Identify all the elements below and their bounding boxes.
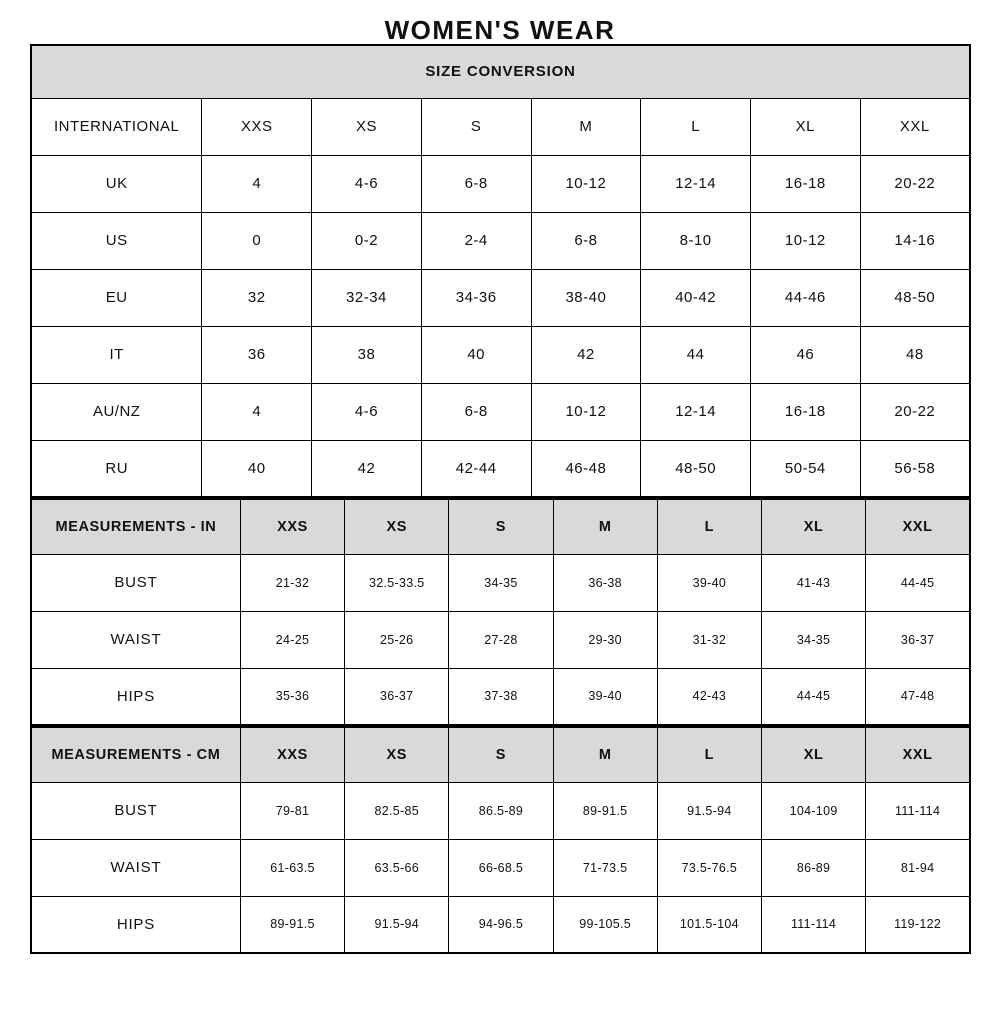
size-value-cell: 32-34 xyxy=(312,269,422,326)
column-header-xxl: XXL xyxy=(866,727,970,782)
table-row xyxy=(31,383,970,440)
measurement-value-cell: 63.5-66 xyxy=(345,839,449,896)
measurement-value-cell: 73.5-76.5 xyxy=(657,839,761,896)
size-value-cell: 4 xyxy=(202,383,312,440)
measurement-value-cell: 86-89 xyxy=(761,839,865,896)
measurement-value-cell: 24-25 xyxy=(240,611,344,668)
size-value-cell: 48 xyxy=(860,326,970,383)
row-label: HIPS xyxy=(31,668,240,725)
measurement-value-cell: 119-122 xyxy=(866,896,970,953)
measurement-value-cell: 39-40 xyxy=(553,668,657,725)
table-row xyxy=(31,98,970,155)
measurement-value-cell: 71-73.5 xyxy=(553,839,657,896)
size-value-cell: 10-12 xyxy=(750,212,860,269)
size-conversion-table xyxy=(30,44,971,498)
measurement-value-cell: 27-28 xyxy=(449,611,553,668)
column-header-xl: XL xyxy=(750,98,860,155)
size-conversion-title: SIZE CONVERSION xyxy=(31,45,970,98)
measurement-value-cell: 44-45 xyxy=(761,668,865,725)
size-value-cell: 4-6 xyxy=(312,155,422,212)
size-value-cell: 46 xyxy=(750,326,860,383)
row-label: RU xyxy=(31,440,202,497)
size-value-cell: 36 xyxy=(202,326,312,383)
column-header-xxs: XXS xyxy=(202,98,312,155)
size-value-cell: 16-18 xyxy=(750,383,860,440)
row-label: AU/NZ xyxy=(31,383,202,440)
size-value-cell: 12-14 xyxy=(641,155,751,212)
table-row xyxy=(31,611,970,668)
column-header-xxl: XXL xyxy=(866,499,970,554)
column-header-s: S xyxy=(421,98,531,155)
column-header-m: M xyxy=(531,98,641,155)
row-label: IT xyxy=(31,326,202,383)
measurement-value-cell: 37-38 xyxy=(449,668,553,725)
row-label: WAIST xyxy=(31,839,240,896)
measurement-value-cell: 79-81 xyxy=(240,782,344,839)
measurement-value-cell: 25-26 xyxy=(345,611,449,668)
column-header-l: L xyxy=(657,499,761,554)
table-row xyxy=(31,45,970,98)
size-value-cell: 20-22 xyxy=(860,155,970,212)
column-header-xl: XL xyxy=(761,727,865,782)
size-value-cell: 44 xyxy=(641,326,751,383)
size-value-cell: 38-40 xyxy=(531,269,641,326)
measurement-value-cell: 47-48 xyxy=(866,668,970,725)
size-value-cell: 16-18 xyxy=(750,155,860,212)
size-value-cell: 4-6 xyxy=(312,383,422,440)
column-header-xxs: XXS xyxy=(240,727,344,782)
size-value-cell: 42 xyxy=(531,326,641,383)
measurement-value-cell: 44-45 xyxy=(866,554,970,611)
size-value-cell: 10-12 xyxy=(531,383,641,440)
size-value-cell: 56-58 xyxy=(860,440,970,497)
size-value-cell: 14-16 xyxy=(860,212,970,269)
measurement-value-cell: 21-32 xyxy=(240,554,344,611)
column-header-international: INTERNATIONAL xyxy=(31,98,202,155)
table-row xyxy=(31,896,970,953)
measurements-in-table xyxy=(30,498,971,726)
page-title: WOMEN'S WEAR xyxy=(384,15,616,45)
measurement-value-cell: 66-68.5 xyxy=(449,839,553,896)
size-value-cell: 44-46 xyxy=(750,269,860,326)
size-value-cell: 0 xyxy=(202,212,312,269)
size-value-cell: 40 xyxy=(421,326,531,383)
size-value-cell: 42-44 xyxy=(421,440,531,497)
measurement-value-cell: 41-43 xyxy=(761,554,865,611)
measurement-value-cell: 82.5-85 xyxy=(345,782,449,839)
table-row xyxy=(31,326,970,383)
measurement-value-cell: 31-32 xyxy=(657,611,761,668)
column-header-m: M xyxy=(553,727,657,782)
measurement-value-cell: 36-37 xyxy=(345,668,449,725)
column-header-xs: XS xyxy=(312,98,422,155)
measurement-value-cell: 35-36 xyxy=(240,668,344,725)
measurement-value-cell: 29-30 xyxy=(553,611,657,668)
measurement-value-cell: 34-35 xyxy=(449,554,553,611)
measurement-value-cell: 89-91.5 xyxy=(240,896,344,953)
size-value-cell: 20-22 xyxy=(860,383,970,440)
size-value-cell: 46-48 xyxy=(531,440,641,497)
row-label: EU xyxy=(31,269,202,326)
measurement-value-cell: 32.5-33.5 xyxy=(345,554,449,611)
size-value-cell: 12-14 xyxy=(641,383,751,440)
measurement-value-cell: 99-105.5 xyxy=(553,896,657,953)
row-label: BUST xyxy=(31,782,240,839)
measurement-value-cell: 36-38 xyxy=(553,554,657,611)
measurement-value-cell: 101.5-104 xyxy=(657,896,761,953)
size-value-cell: 0-2 xyxy=(312,212,422,269)
row-label: WAIST xyxy=(31,611,240,668)
table-row xyxy=(31,155,970,212)
table-row xyxy=(31,782,970,839)
size-value-cell: 48-50 xyxy=(860,269,970,326)
size-value-cell: 6-8 xyxy=(421,383,531,440)
column-header-m: M xyxy=(553,499,657,554)
size-value-cell: 40 xyxy=(202,440,312,497)
measurement-value-cell: 91.5-94 xyxy=(345,896,449,953)
measurement-value-cell: 86.5-89 xyxy=(449,782,553,839)
row-label: BUST xyxy=(31,554,240,611)
measurement-value-cell: 94-96.5 xyxy=(449,896,553,953)
size-value-cell: 50-54 xyxy=(750,440,860,497)
column-header-xs: XS xyxy=(345,727,449,782)
table-row xyxy=(31,668,970,725)
size-value-cell: 4 xyxy=(202,155,312,212)
table-row xyxy=(31,499,970,554)
column-header-xxs: XXS xyxy=(240,499,344,554)
table-row xyxy=(31,727,970,782)
measurements-cm-title: MEASUREMENTS - CM xyxy=(31,727,240,782)
column-header-xl: XL xyxy=(761,499,865,554)
size-value-cell: 38 xyxy=(312,326,422,383)
table-row xyxy=(31,269,970,326)
column-header-l: L xyxy=(657,727,761,782)
measurement-value-cell: 34-35 xyxy=(761,611,865,668)
column-header-s: S xyxy=(449,499,553,554)
table-row xyxy=(31,554,970,611)
table-row xyxy=(31,440,970,497)
size-value-cell: 6-8 xyxy=(421,155,531,212)
measurement-value-cell: 111-114 xyxy=(866,782,970,839)
measurement-value-cell: 36-37 xyxy=(866,611,970,668)
measurement-value-cell: 81-94 xyxy=(866,839,970,896)
measurement-value-cell: 42-43 xyxy=(657,668,761,725)
measurement-value-cell: 61-63.5 xyxy=(240,839,344,896)
column-header-l: L xyxy=(641,98,751,155)
row-label: UK xyxy=(31,155,202,212)
size-value-cell: 10-12 xyxy=(531,155,641,212)
measurement-value-cell: 104-109 xyxy=(761,782,865,839)
measurement-value-cell: 91.5-94 xyxy=(657,782,761,839)
column-header-s: S xyxy=(449,727,553,782)
row-label: HIPS xyxy=(31,896,240,953)
size-value-cell: 8-10 xyxy=(641,212,751,269)
measurements-cm-table xyxy=(30,726,971,954)
size-guide-page xyxy=(0,16,1000,954)
table-row xyxy=(31,839,970,896)
measurement-value-cell: 39-40 xyxy=(657,554,761,611)
measurement-value-cell: 89-91.5 xyxy=(553,782,657,839)
column-header-xs: XS xyxy=(345,499,449,554)
measurements-in-title: MEASUREMENTS - IN xyxy=(31,499,240,554)
size-value-cell: 32 xyxy=(202,269,312,326)
size-value-cell: 34-36 xyxy=(421,269,531,326)
size-value-cell: 6-8 xyxy=(531,212,641,269)
size-value-cell: 2-4 xyxy=(421,212,531,269)
measurement-value-cell: 111-114 xyxy=(761,896,865,953)
column-header-xxl: XXL xyxy=(860,98,970,155)
row-label: US xyxy=(31,212,202,269)
table-row xyxy=(31,212,970,269)
size-value-cell: 42 xyxy=(312,440,422,497)
size-value-cell: 48-50 xyxy=(641,440,751,497)
size-value-cell: 40-42 xyxy=(641,269,751,326)
